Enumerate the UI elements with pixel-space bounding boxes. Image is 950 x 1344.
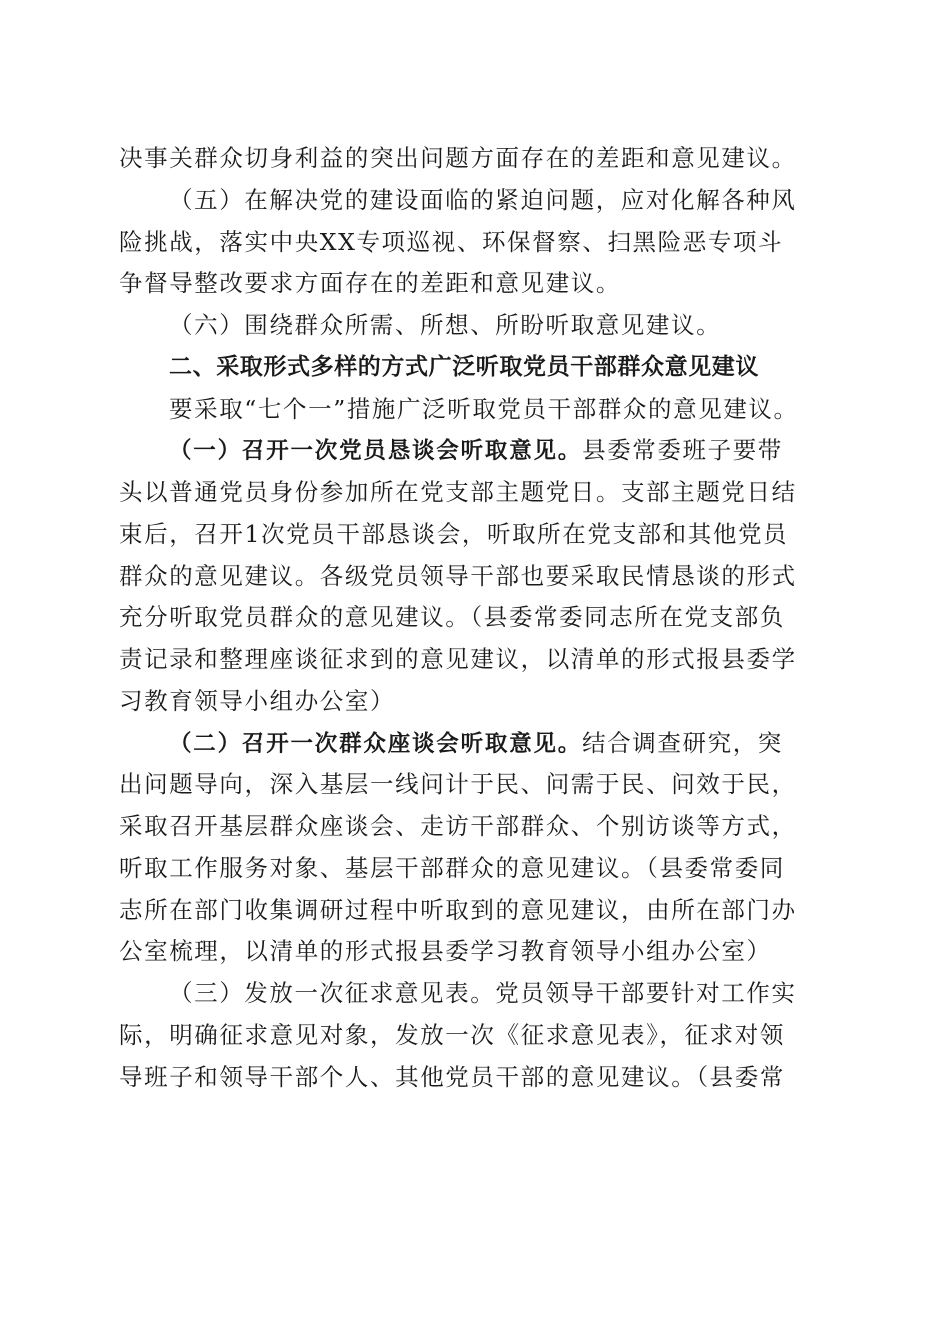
paragraph-line: 要采取“七个一”措施广泛听取党员干部群众的意见建议。 — [169, 394, 799, 423]
paragraph-text: 结合调查研究，突 — [582, 728, 783, 757]
paragraph-line: 采取召开基层群众座谈会、走访干部群众、个别访谈等方式， — [119, 812, 797, 840]
paragraph-line: （六）围绕群众所需、所想、所盼听取意见建议。 — [169, 311, 722, 339]
paragraph-line — [119, 430, 831, 472]
body-text — [119, 138, 831, 1098]
subheading-inline: （二）召开一次群众座谈会听取意见。 — [169, 730, 583, 757]
paragraph-line: 群众的意见建议。各级党员领导干部也要采取民情恳谈的形式 — [119, 561, 797, 590]
paragraph-line: 习教育领导小组办公室） — [119, 686, 396, 715]
paragraph-line: 决事关群众切身利益的突出问题方面存在的差距和意见建议。 — [119, 144, 797, 172]
paragraph-line: 责记录和整理座谈征求到的意见建议，以清单的形式报县委学 — [119, 645, 797, 673]
paragraph-text: 县委常委班子要带 — [582, 436, 783, 465]
paragraph-line: 志所在部门收集调研过程中听取到的意见建议，由所在部门办 — [119, 895, 797, 924]
paragraph-line: 际，明确征求意见对象，发放一次《征求意见表》，征求对领 — [119, 1020, 785, 1049]
paragraph-line: 争督导整改要求方面存在的差距和意见建议。 — [119, 269, 621, 298]
subheading-inline: （一）召开一次党员恳谈会听取意见。 — [169, 438, 583, 465]
paragraph-line: 头以普通党员身份参加所在党支部主题党日。支部主题党日结 — [119, 478, 797, 506]
paragraph-line: 听取工作服务对象、基层干部群众的意见建议。（县委常委同 — [119, 853, 785, 882]
section-heading: 二、采取形式多样的方式广泛听取党员干部群众意见建议 — [169, 353, 759, 380]
paragraph-line: 公室梳理，以清单的形式报县委学习教育领导小组办公室） — [119, 937, 772, 966]
paragraph-line: （五）在解决党的建设面临的紧迫问题，应对化解各种风 — [169, 185, 797, 214]
paragraph-line: 束后，召开1次党员干部恳谈会，听取所在党支部和其他党员 — [119, 519, 789, 548]
paragraph-line: （三）发放一次征求意见表。党员领导干部要针对工作实 — [169, 979, 797, 1007]
paragraph-line: 导班子和领导干部个人、其他党员干部的意见建议。（县委常 — [119, 1062, 785, 1091]
paragraph-line: 出问题导向，深入基层一线问计于民、问需于民、问效于民， — [119, 770, 797, 799]
paragraph-line: 充分听取党员群众的意见建议。（县委常委同志所在党支部负 — [119, 603, 785, 632]
paragraph-line: 险挑战，落实中央XX专项巡视、环保督察、扫黑险恶专项斗 — [119, 227, 784, 256]
paragraph-line — [119, 723, 831, 765]
